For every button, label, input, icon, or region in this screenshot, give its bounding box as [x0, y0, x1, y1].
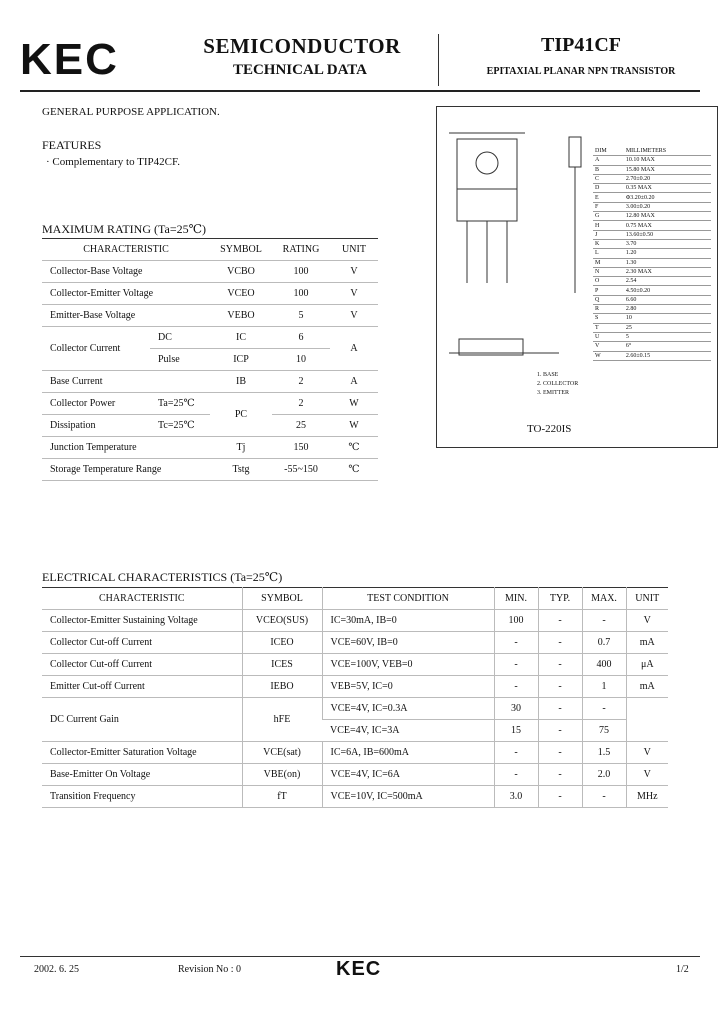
footer-kec-logo: KEC [336, 958, 382, 980]
header-title: SEMICONDUCTOR [203, 34, 401, 58]
cell: S [593, 314, 624, 323]
cell: Junction Temperature [42, 437, 210, 459]
cell: Collector Current [42, 327, 150, 371]
cell: 1.5 [582, 742, 626, 764]
cell: IC [210, 327, 272, 349]
cell: Collector-Emitter Saturation Voltage [42, 742, 242, 764]
cell: - [582, 698, 626, 720]
col-header: MAX. [582, 588, 626, 610]
electrical-table [42, 587, 668, 808]
cell: - [582, 610, 626, 632]
part-description: EPITAXIAL PLANAR NPN TRANSISTOR [486, 66, 676, 77]
cell: Q [593, 295, 624, 304]
header-subtitle: TECHNICAL DATA [232, 62, 368, 78]
cell: - [494, 742, 538, 764]
cell: fT [242, 786, 322, 808]
col-header: SYMBOL [210, 239, 272, 261]
table-row [42, 632, 668, 654]
cell: - [538, 632, 582, 654]
cell: VCBO [210, 261, 272, 283]
cell: MILLIMETERS [624, 147, 711, 156]
cell: VCEO [210, 283, 272, 305]
cell: VEBO [210, 305, 272, 327]
cell: ICP [210, 349, 272, 371]
dimension-row [593, 249, 711, 258]
table-row [42, 676, 668, 698]
dimension-row [593, 314, 711, 323]
cell: Ta=25℃ [150, 393, 210, 415]
cell: H [593, 221, 624, 230]
cell: -55~150 [272, 459, 330, 481]
cell: Base Current [42, 371, 210, 393]
cell: 150 [272, 437, 330, 459]
cell: - [538, 786, 582, 808]
cell: 100 [272, 283, 330, 305]
cell: - [538, 676, 582, 698]
cell: DIM [593, 147, 624, 156]
cell: PC [210, 393, 272, 437]
cell: V [330, 261, 378, 283]
cell: 12.80 MAX [624, 212, 711, 221]
cell: 1 [582, 676, 626, 698]
cell: D [593, 184, 624, 193]
cell: - [538, 610, 582, 632]
dimension-row [593, 174, 711, 183]
cell: 1.30 [624, 258, 711, 267]
dimension-row [593, 212, 711, 221]
cell: V [626, 610, 668, 632]
table-row [42, 786, 668, 808]
cell: mA [626, 676, 668, 698]
cell: IB [210, 371, 272, 393]
cell: ℃ [330, 437, 378, 459]
cell: ICES [242, 654, 322, 676]
cell: 2.54 [624, 277, 711, 286]
cell: VCE=4V, IC=3A [322, 720, 494, 742]
cell: V [330, 283, 378, 305]
cell: - [494, 676, 538, 698]
dimension-row [593, 277, 711, 286]
cell: W [593, 351, 624, 360]
cell: A [593, 156, 624, 165]
cell: W [330, 393, 378, 415]
cell: - [538, 654, 582, 676]
cell: Emitter Cut-off Current [42, 676, 242, 698]
cell: 0.35 MAX [624, 184, 711, 193]
package-outline-box [436, 106, 718, 448]
cell: 2.70±0.20 [624, 174, 711, 183]
table-row [42, 764, 668, 786]
col-header: SYMBOL [242, 588, 322, 610]
dimension-row [593, 156, 711, 165]
cell: 2.0 [582, 764, 626, 786]
table-row [42, 654, 668, 676]
dimension-row [593, 221, 711, 230]
cell: 15.80 MAX [624, 165, 711, 174]
cell: N [593, 267, 624, 276]
cell: Tj [210, 437, 272, 459]
cell: VCE(sat) [242, 742, 322, 764]
cell: - [538, 764, 582, 786]
dimension-row [593, 351, 711, 360]
cell: 6.60 [624, 295, 711, 304]
table-row [42, 371, 378, 393]
dimension-row [593, 332, 711, 341]
table-row [42, 698, 668, 720]
cell: 13.60±0.50 [624, 230, 711, 239]
col-header: RATING [272, 239, 330, 261]
cell: W [330, 415, 378, 437]
cell: 15 [494, 720, 538, 742]
cell: 0.75 MAX [624, 221, 711, 230]
table-row [42, 261, 378, 283]
cell: 2.30 MAX [624, 267, 711, 276]
cell: VCE=60V, IB=0 [322, 632, 494, 654]
cell: Transition Frequency [42, 786, 242, 808]
cell: 2 [272, 371, 330, 393]
col-header: UNIT [330, 239, 378, 261]
cell: Tstg [210, 459, 272, 481]
cell: - [494, 764, 538, 786]
cell: 3.00±0.20 [624, 202, 711, 211]
cell: ICEO [242, 632, 322, 654]
kec-logo: KEC [20, 35, 119, 84]
cell: Dissipation [42, 415, 150, 437]
cell: A [330, 371, 378, 393]
cell: 5 [272, 305, 330, 327]
table-row [42, 305, 378, 327]
cell: - [494, 632, 538, 654]
dimension-row [593, 230, 711, 239]
cell: K [593, 239, 624, 248]
cell: Collector Power [42, 393, 150, 415]
table-header-row [42, 588, 668, 610]
cell: 6° [624, 342, 711, 351]
col-header: UNIT [626, 588, 668, 610]
cell: μA [626, 654, 668, 676]
col-header: MIN. [494, 588, 538, 610]
cell: Tc=25℃ [150, 415, 210, 437]
cell: - [538, 698, 582, 720]
cell: 400 [582, 654, 626, 676]
cell: B [593, 165, 624, 174]
cell: Collector-Emitter Sustaining Voltage [42, 610, 242, 632]
cell: IEBO [242, 676, 322, 698]
cell: 3.0 [494, 786, 538, 808]
cell: - [538, 720, 582, 742]
col-header: TYP. [538, 588, 582, 610]
cell: 100 [494, 610, 538, 632]
cell: Collector-Emitter Voltage [42, 283, 210, 305]
dimension-row [593, 184, 711, 193]
dimension-row [593, 267, 711, 276]
cell: hFE [242, 698, 322, 742]
cell: J [593, 230, 624, 239]
cell: 10.10 MAX [624, 156, 711, 165]
cell: - [494, 654, 538, 676]
dimension-row [593, 165, 711, 174]
max-rating-heading: MAXIMUM RATING (Ta=25℃) [42, 222, 207, 236]
pin-label: 1. BASE [537, 372, 559, 378]
cell: 4.50±0.20 [624, 286, 711, 295]
cell: M [593, 258, 624, 267]
max-rating-table [42, 238, 378, 481]
cell: VBE(on) [242, 764, 322, 786]
cell: VCE=4V, IC=0.3A [322, 698, 494, 720]
cell: E [593, 193, 624, 202]
cell: 1.20 [624, 249, 711, 258]
dimension-row [593, 286, 711, 295]
dimension-row [593, 295, 711, 304]
cell: Φ3.20±0.20 [624, 193, 711, 202]
pin-label: 2. COLLECTOR [537, 381, 579, 387]
footer-date: 2002. 6. 25 [34, 964, 79, 975]
cell [626, 698, 668, 742]
dimension-row [593, 193, 711, 202]
application-text: GENERAL PURPOSE APPLICATION. [42, 106, 220, 118]
dimension-table [593, 147, 711, 361]
cell: G [593, 212, 624, 221]
cell: L [593, 249, 624, 258]
cell: VCE=4V, IC=6A [322, 764, 494, 786]
table-row [42, 327, 378, 349]
package-drawing [439, 123, 589, 373]
cell: - [538, 742, 582, 764]
dimension-row [593, 305, 711, 314]
cell: 10 [624, 314, 711, 323]
dimension-row [593, 202, 711, 211]
cell: C [593, 174, 624, 183]
cell: IC=30mA, IB=0 [322, 610, 494, 632]
cell: Base-Emitter On Voltage [42, 764, 242, 786]
table-row [42, 393, 378, 415]
cell: - [582, 786, 626, 808]
footer-revision: Revision No : 0 [178, 964, 242, 975]
header-rule [20, 90, 700, 92]
cell: VEB=5V, IC=0 [322, 676, 494, 698]
electrical-heading: ELECTRICAL CHARACTERISTICS (Ta=25℃) [42, 570, 283, 584]
cell: V [593, 342, 624, 351]
cell: IC=6A, IB=600mA [322, 742, 494, 764]
cell: ℃ [330, 459, 378, 481]
table-header-row [42, 239, 378, 261]
table-row [42, 437, 378, 459]
cell: R [593, 305, 624, 314]
table-row [42, 610, 668, 632]
col-header: CHARACTERISTIC [42, 239, 210, 261]
table-row [42, 283, 378, 305]
dimension-row [593, 258, 711, 267]
cell: Collector Cut-off Current [42, 654, 242, 676]
dimension-row [593, 239, 711, 248]
cell: 2.60±0.15 [624, 351, 711, 360]
part-number: TIP41CF [541, 34, 621, 56]
cell: Collector-Base Voltage [42, 261, 210, 283]
cell: 100 [272, 261, 330, 283]
cell: T [593, 323, 624, 332]
feature-item: · Complementary to TIP42CF. [46, 156, 180, 168]
dimension-row [593, 342, 711, 351]
cell: 25 [272, 415, 330, 437]
cell: 2.80 [624, 305, 711, 314]
cell: 3.70 [624, 239, 711, 248]
footer-rule [20, 956, 700, 957]
cell: V [330, 305, 378, 327]
cell: 5 [624, 332, 711, 341]
cell: Emitter-Base Voltage [42, 305, 210, 327]
cell: V [626, 742, 668, 764]
cell: MHz [626, 786, 668, 808]
table-row [42, 742, 668, 764]
cell: Storage Temperature Range [42, 459, 210, 481]
cell: V [626, 764, 668, 786]
cell: DC Current Gain [42, 698, 242, 742]
cell: VCE=100V, VEB=0 [322, 654, 494, 676]
pin-label: 3. EMITTER [537, 390, 569, 396]
cell: 2 [272, 393, 330, 415]
table-header-row [593, 147, 711, 156]
cell: VCEO(SUS) [242, 610, 322, 632]
header-divider [438, 34, 439, 86]
features-heading: FEATURES [42, 138, 102, 152]
cell: O [593, 277, 624, 286]
cell: mA [626, 632, 668, 654]
cell: 10 [272, 349, 330, 371]
cell: Collector Cut-off Current [42, 632, 242, 654]
table-row [42, 459, 378, 481]
cell: 75 [582, 720, 626, 742]
cell: 0.7 [582, 632, 626, 654]
footer-page: 1/2 [676, 964, 689, 975]
cell: U [593, 332, 624, 341]
cell: DC [150, 327, 210, 349]
cell: A [330, 327, 378, 371]
pin-legend [537, 371, 578, 398]
col-header: TEST CONDITION [322, 588, 494, 610]
cell: P [593, 286, 624, 295]
cell: F [593, 202, 624, 211]
cell: VCE=10V, IC=500mA [322, 786, 494, 808]
cell: 30 [494, 698, 538, 720]
col-header: CHARACTERISTIC [42, 588, 242, 610]
dimension-row [593, 323, 711, 332]
package-name: TO-220IS [527, 423, 572, 435]
cell: 25 [624, 323, 711, 332]
cell: 6 [272, 327, 330, 349]
cell: Pulse [150, 349, 210, 371]
